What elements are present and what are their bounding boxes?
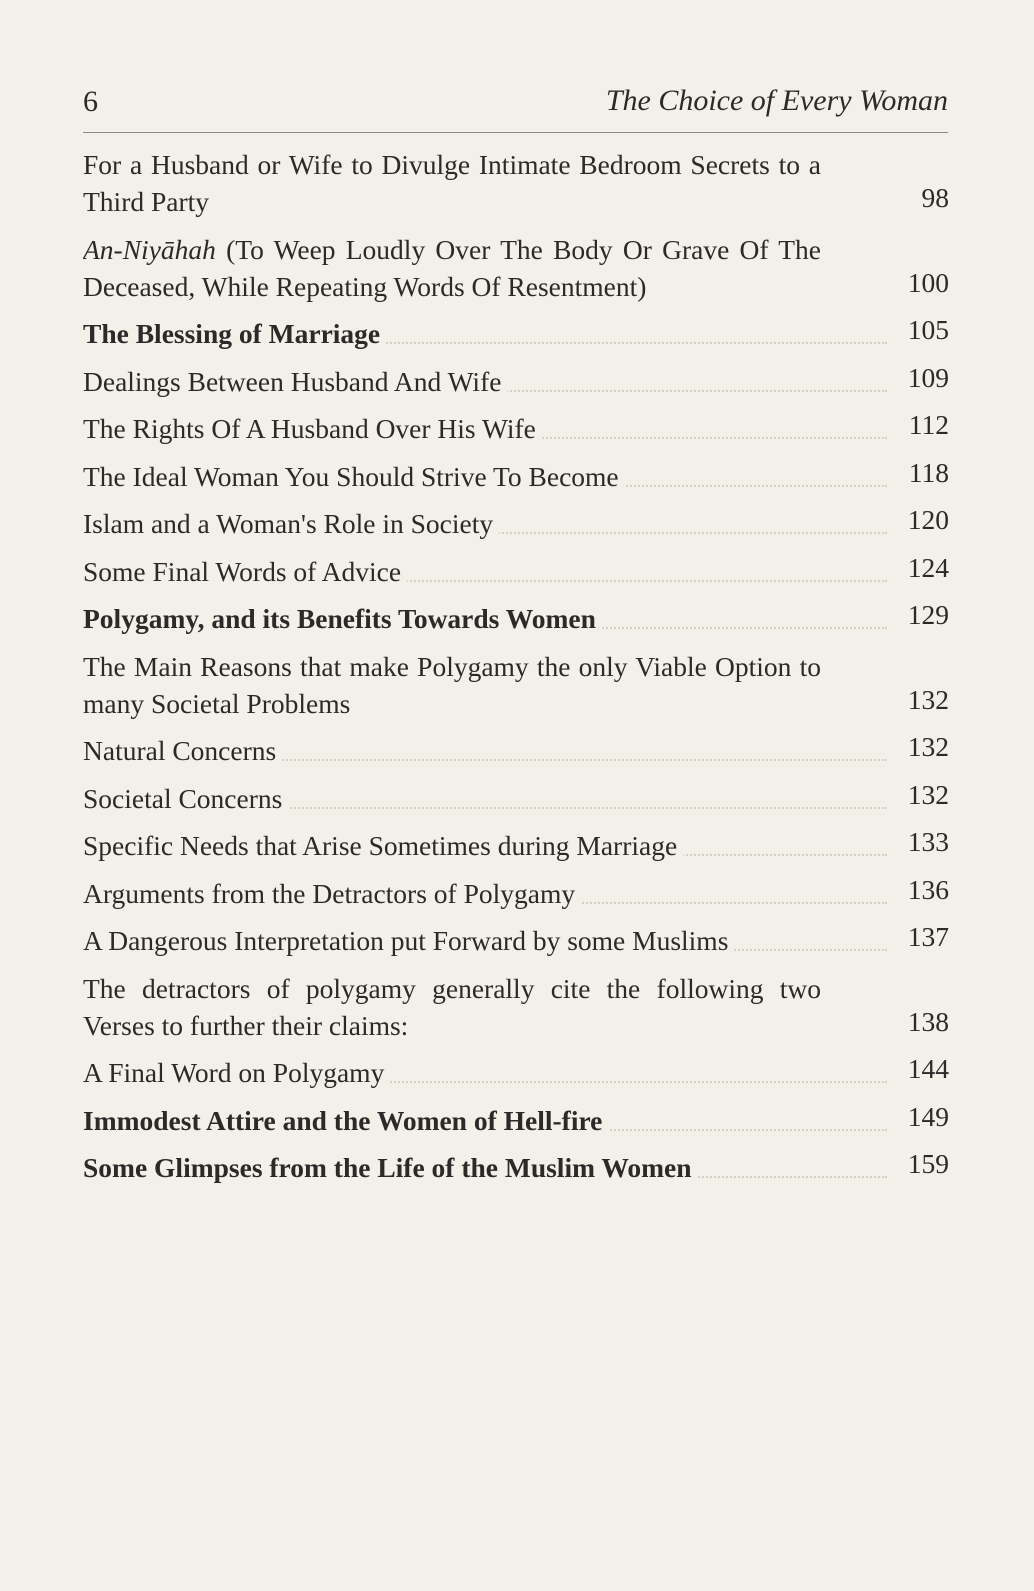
toc-entry-page-number: 132 <box>907 731 949 762</box>
table-of-contents <box>83 146 949 1197</box>
toc-entry-title-text: The detractors of polygamy generally cite the following two Verses to further their claims: <box>83 972 821 1041</box>
toc-entry-title <box>83 1152 698 1183</box>
toc-entry[interactable] <box>83 1054 949 1091</box>
toc-entry-page-number: 118 <box>908 456 949 488</box>
toc-entry[interactable] <box>83 922 949 959</box>
toc-entry-title-wrap <box>83 231 893 305</box>
toc-entry-title-text: The Ideal Woman You Should Strive To Become <box>83 460 619 492</box>
toc-entry[interactable] <box>83 648 949 722</box>
toc-entry[interactable] <box>83 553 949 590</box>
toc-entry-page-number: 124 <box>907 551 949 583</box>
toc-entry-title <box>83 508 499 539</box>
toc-entry-title-text: Some Final Words of Advice <box>83 555 402 587</box>
toc-entry-title <box>83 878 581 909</box>
toc-entry-title-wrap <box>83 780 893 817</box>
toc-entry-title <box>83 231 893 305</box>
toc-entry-page-number: 98 <box>921 182 949 213</box>
toc-entry-title-wrap <box>83 827 893 864</box>
toc-entry-title <box>83 735 282 766</box>
toc-entry-title-wrap <box>83 1054 893 1091</box>
toc-entry-title-wrap <box>83 458 893 495</box>
toc-entry-title-text: The Main Reasons that make Polygamy the only Viable Option to many Societal Problems <box>83 650 821 719</box>
toc-entry-title-text: Specific Needs that Arise Sometimes during Marriage <box>83 830 678 861</box>
toc-entry-title-wrap <box>83 410 893 447</box>
toc-entry-page-number: 109 <box>907 361 949 393</box>
toc-entry-page-number: 129 <box>907 599 949 630</box>
toc-entry-title-wrap <box>83 1102 893 1139</box>
toc-entry[interactable] <box>83 458 949 495</box>
toc-entry-title-wrap <box>83 648 893 722</box>
toc-entry-title-text: Societal Concerns <box>83 782 283 814</box>
toc-entry-title-text: A Final Word on Polygamy <box>83 1057 385 1088</box>
toc-entry-page-number: 100 <box>907 266 949 298</box>
page-number: 6 <box>83 85 98 118</box>
toc-entry-title-text: The Blessing of Marriage <box>83 318 381 349</box>
toc-entry-title-text: Islam and a Woman's Role in Society <box>83 508 494 539</box>
toc-entry[interactable] <box>83 410 949 447</box>
toc-entry-title-wrap <box>83 875 893 912</box>
toc-entry-title-wrap <box>83 1149 893 1186</box>
toc-entry-title-text: Dealings Between Husband And Wife <box>83 365 502 397</box>
toc-entry-title-wrap <box>83 363 893 400</box>
toc-entry[interactable] <box>83 732 949 769</box>
toc-entry-title-text: Arguments from the Detractors of Polygamy <box>83 877 576 909</box>
toc-entry-page-number: 138 <box>907 1005 949 1037</box>
toc-entry[interactable] <box>83 875 949 912</box>
toc-entry-title-text: Polygamy, and its Benefits Towards Women <box>83 603 596 634</box>
toc-entry-title-wrap <box>83 922 893 959</box>
toc-entry-title-italic: An-Niyāhah <box>83 233 216 265</box>
toc-entry-page-number: 137 <box>907 921 949 952</box>
toc-entry[interactable] <box>83 1149 949 1186</box>
toc-entry-page-number: 132 <box>907 778 949 810</box>
toc-entry-title <box>83 366 507 397</box>
toc-entry-title-wrap <box>83 553 893 590</box>
toc-entry[interactable] <box>83 600 949 637</box>
toc-entry-title-wrap <box>83 732 893 769</box>
toc-entry-page-number: 159 <box>907 1148 949 1179</box>
toc-entry-page-number: 112 <box>908 409 949 440</box>
toc-entry-page-number: 132 <box>907 683 949 715</box>
toc-entry[interactable] <box>83 363 949 400</box>
toc-entry-title <box>83 461 625 492</box>
toc-entry-title-wrap <box>83 315 893 352</box>
toc-entry[interactable] <box>83 827 949 864</box>
toc-entry-title <box>83 413 542 444</box>
toc-entry[interactable] <box>83 231 949 305</box>
toc-entry-page-number: 133 <box>907 826 949 857</box>
toc-entry-title-text: The Rights Of A Husband Over His Wife <box>83 413 536 444</box>
toc-entry-page-number: 136 <box>907 873 949 905</box>
toc-entry[interactable] <box>83 970 949 1044</box>
toc-entry-title <box>83 318 386 349</box>
running-title: The Choice of Every Woman <box>605 84 948 117</box>
toc-entry-title-text: Natural Concerns <box>83 735 277 766</box>
toc-entry-title-text: A Dangerous Interpretation put Forward by some Muslims <box>83 925 729 956</box>
toc-entry-page-number: 149 <box>907 1100 949 1132</box>
toc-entry-page-number: 105 <box>907 314 949 345</box>
toc-entry-title <box>83 1105 608 1136</box>
toc-entry-title <box>83 146 893 220</box>
toc-entry-title <box>83 970 893 1044</box>
toc-entry-title <box>83 783 288 814</box>
toc-entry-title-text: Some Glimpses from the Life of the Muslim Women <box>83 1152 692 1183</box>
toc-entry-title-wrap <box>83 505 893 542</box>
toc-entry-title-text: (To Weep Loudly Over The Body Or Grave Of The Deceased, While Repeating Words Of Resentment) <box>83 233 821 302</box>
toc-entry-title-wrap <box>83 600 893 637</box>
toc-entry-title <box>83 830 683 861</box>
toc-entry-title-text: For a Husband or Wife to Divulge Intimate Bedroom Secrets to a Third Party <box>83 149 821 217</box>
toc-entry[interactable] <box>83 505 949 542</box>
toc-entry-title <box>83 603 602 634</box>
toc-entry-title-wrap <box>83 146 893 220</box>
toc-entry-title <box>83 556 407 587</box>
toc-entry-title-wrap <box>83 970 893 1044</box>
toc-entry-title <box>83 648 893 722</box>
toc-entry-page-number: 144 <box>907 1053 949 1084</box>
running-header <box>83 76 948 133</box>
toc-entry[interactable] <box>83 780 949 817</box>
toc-entry[interactable] <box>83 315 949 352</box>
toc-entry[interactable] <box>83 146 949 220</box>
toc-entry-title <box>83 1057 390 1088</box>
toc-entry[interactable] <box>83 1102 949 1139</box>
toc-entry-title <box>83 925 734 956</box>
toc-entry-title-text: Immodest Attire and the Women of Hell-fire <box>83 1104 603 1136</box>
toc-entry-page-number: 120 <box>907 504 949 535</box>
